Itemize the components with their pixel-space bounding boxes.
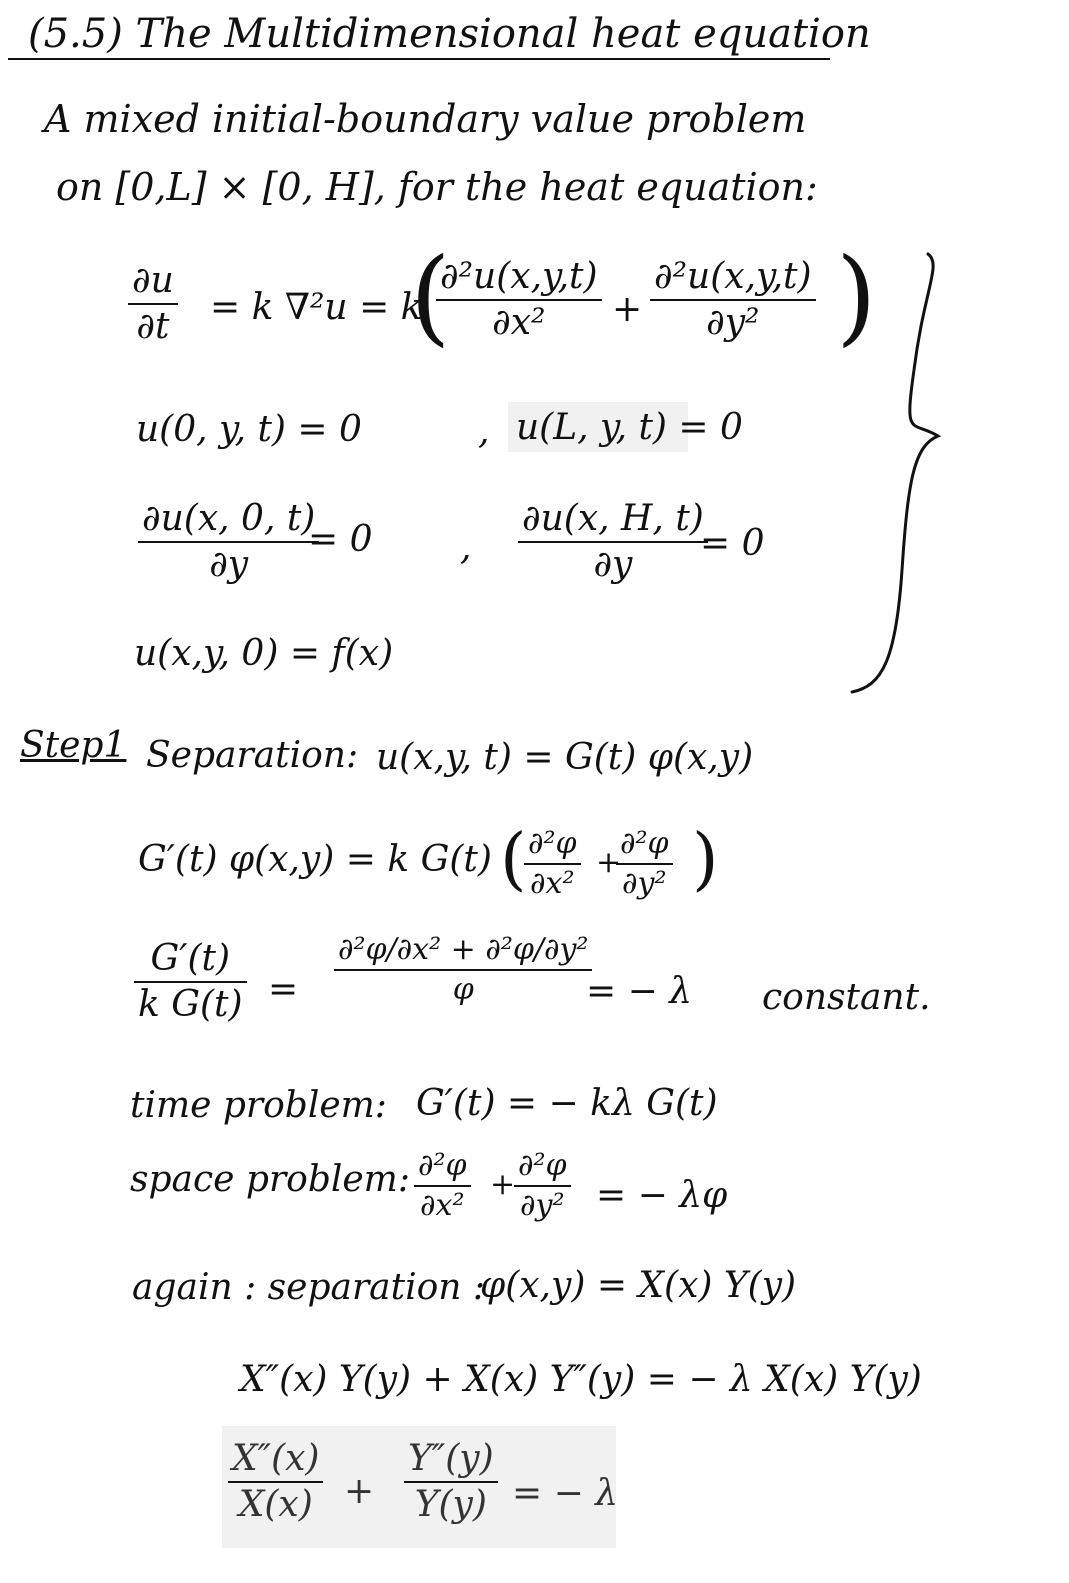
space-problem-rhs: = − λφ <box>596 1175 728 1216</box>
page-title: (5.5) The Multidimensional heat equation <box>28 11 871 57</box>
d2phi-dy2-fraction: ∂²φ ∂y² <box>616 828 673 899</box>
step1-open-paren: ( <box>500 820 527 899</box>
plus-sign: + <box>612 289 643 330</box>
system-brace <box>842 250 942 696</box>
du-dt-fraction: ∂u ∂t <box>128 262 178 346</box>
separation-constant: = − λ <box>586 971 693 1012</box>
constant-label: constant. <box>762 977 931 1018</box>
space-d2phi-dx2-fraction: ∂²φ ∂x² <box>414 1150 471 1221</box>
bc-separator-1: , <box>478 411 490 452</box>
time-problem-label: time problem: <box>130 1085 387 1126</box>
space-problem-label: space problem: <box>130 1159 410 1200</box>
time-problem-equation: G′(t) = − kλ G(t) <box>416 1083 718 1124</box>
d2u-dy2-fraction: ∂²u(x,y,t) ∂y² <box>650 258 816 342</box>
final-rhs: = − λ <box>512 1473 619 1514</box>
bc-bottom-neumann-rhs: = 0 <box>308 519 373 560</box>
initial-condition: u(x,y, 0) = f(x) <box>134 633 394 674</box>
bc-bottom-neumann-fraction: ∂u(x, 0, t) ∂y <box>138 500 319 584</box>
again-separation-label: again : separation : <box>132 1267 486 1308</box>
bc-separator-2: , <box>460 527 472 568</box>
intro-line-2: on [0,L] × [0, H], for the heat equation: <box>56 165 818 209</box>
d2u-dx2-fraction: ∂²u(x,y,t) ∂x² <box>436 258 602 342</box>
title-underline <box>8 58 830 60</box>
bc-top-neumann-fraction: ∂u(x, H, t) ∂y <box>518 500 708 584</box>
space-plus: + <box>490 1167 516 1202</box>
step1-close-paren: ) <box>692 820 719 899</box>
intro-line-1: A mixed initial-boundary value problem <box>44 97 807 141</box>
open-paren: ( <box>410 235 451 357</box>
d2phi-dx2-fraction: ∂²φ ∂x² <box>524 828 581 899</box>
bc-left-dirichlet: u(0, y, t) = 0 <box>136 409 362 450</box>
g-ratio-fraction: G′(t) k G(t) <box>134 940 247 1024</box>
x-ratio-fraction: X″(x) X(x) <box>228 1440 323 1524</box>
step1-plus: + <box>596 845 622 880</box>
close-paren: ) <box>836 235 877 357</box>
y-ratio-fraction: Y″(y) Y(y) <box>404 1440 498 1524</box>
ratio-equals: = <box>268 969 299 1010</box>
laplacian-expression: = k ∇²u = k <box>210 287 423 328</box>
again-separation-equation: φ(x,y) = X(x) Y(y) <box>480 1265 797 1306</box>
phi-ratio-fraction: ∂²φ/∂x² + ∂²φ/∂y² φ <box>334 934 592 1005</box>
bc-top-neumann-rhs: = 0 <box>700 523 765 564</box>
final-plus: + <box>344 1471 375 1512</box>
space-d2phi-dy2-fraction: ∂²φ ∂y² <box>514 1150 571 1221</box>
separation-equation: u(x,y, t) = G(t) φ(x,y) <box>376 737 754 778</box>
separation-label: Separation: <box>146 735 359 776</box>
substituted-lhs: G′(t) φ(x,y) = k G(t) <box>138 839 492 880</box>
product-substitution: X″(x) Y(y) + X(x) Y″(y) = − λ X(x) Y(y) <box>240 1359 922 1400</box>
step1-label: Step1 <box>20 725 127 766</box>
bc-right-dirichlet: u(L, y, t) = 0 <box>516 407 743 448</box>
